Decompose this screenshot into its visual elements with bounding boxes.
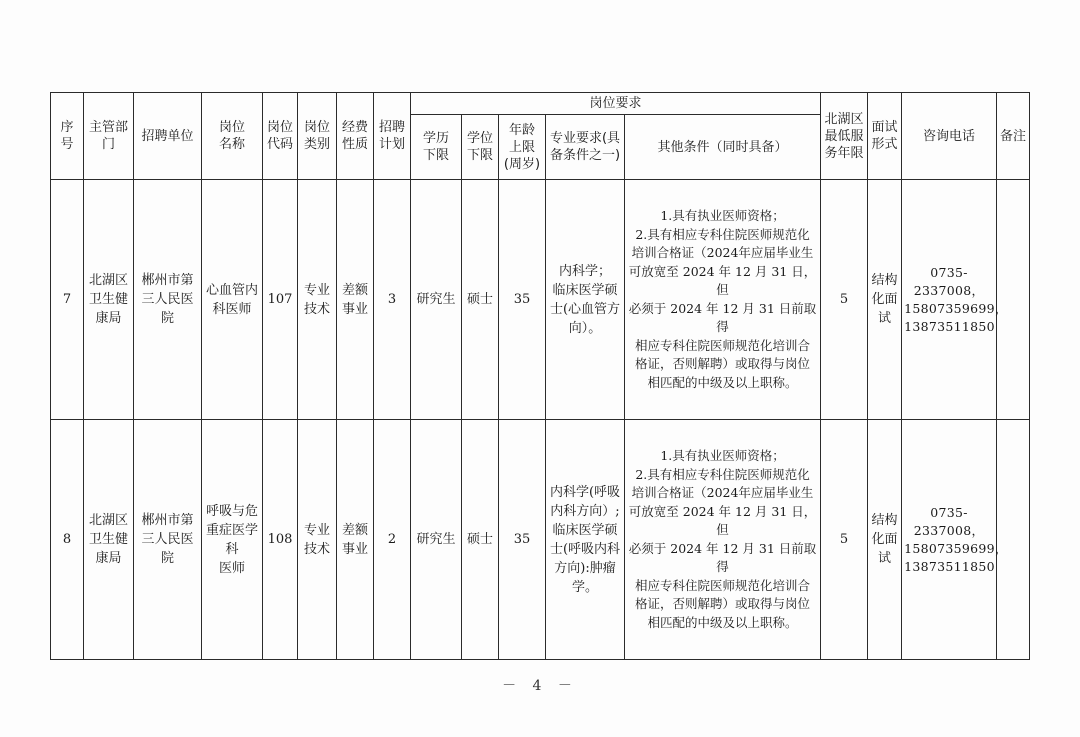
header-remark: 备注 — [997, 93, 1030, 180]
header-post-name: 岗位 名称 — [202, 93, 263, 180]
header-unit: 招聘单位 — [134, 93, 202, 180]
row-post-code: 107 — [263, 180, 298, 420]
row-plan: 2 — [374, 420, 411, 660]
row-min-service: 5 — [821, 420, 868, 660]
row-post-type: 专业 技术 — [298, 180, 337, 420]
row-funding: 差额 事业 — [337, 180, 374, 420]
row-age: 35 — [499, 420, 546, 660]
row-remark — [997, 180, 1030, 420]
row-age: 35 — [499, 180, 546, 420]
row-degree: 硕士 — [462, 420, 499, 660]
header-interview: 面试 形式 — [868, 93, 902, 180]
row-post-name: 心血管内 科医师 — [202, 180, 263, 420]
table-row — [51, 420, 1030, 660]
row-interview: 结构 化面 试 — [868, 180, 902, 420]
header-requirements-group: 岗位要求 — [411, 93, 821, 115]
header-degree: 学位 下限 — [462, 115, 499, 180]
row-dept: 北湖区 卫生健 康局 — [84, 420, 134, 660]
row-other-conditions: 1.具有执业医师资格； 2.具有相应专科住院医师规范化 培训合格证（2024年应届毕业生 可放宽至 2024 年 12 月 31 日，但 必须于 2024 年 12 月 31 日前取得 相应专科住院医师规范化培训合 格证，否则解聘）或取得与岗位 相匹配的中级及以上职称。 — [625, 180, 821, 420]
row-edu: 研究生 — [411, 180, 462, 420]
row-interview: 结构 化面 试 — [868, 420, 902, 660]
header-seq: 序 号 — [51, 93, 84, 180]
header-edu: 学历 下限 — [411, 115, 462, 180]
row-plan: 3 — [374, 180, 411, 420]
row-remark — [997, 420, 1030, 660]
row-seq: 7 — [51, 180, 84, 420]
header-funding: 经费 性质 — [337, 93, 374, 180]
page-number: － 4 － — [502, 678, 578, 694]
row-edu: 研究生 — [411, 420, 462, 660]
header-phone: 咨询电话 — [902, 93, 997, 180]
row-post-name: 呼吸与危 重症医学 科 医师 — [202, 420, 263, 660]
header-dept: 主管部 门 — [84, 93, 134, 180]
row-other-conditions: 1.具有执业医师资格； 2.具有相应专科住院医师规范化 培训合格证（2024年应届毕业生 可放宽至 2024 年 12 月 31 日，但 必须于 2024 年 12 月 31 日前取得 相应专科住院医师规范化培训合 格证，否则解聘）或取得与岗位 相匹配的中级及以上职称。 — [625, 420, 821, 660]
row-funding: 差额 事业 — [337, 420, 374, 660]
recruitment-table — [50, 92, 1030, 660]
row-post-code: 108 — [263, 420, 298, 660]
row-seq: 8 — [51, 420, 84, 660]
row-major: 内科学(呼吸 内科方向）; 临床医学硕 士(呼吸内科 方向):肿瘤 学。 — [546, 420, 625, 660]
header-age: 年龄 上限 (周岁) — [499, 115, 546, 180]
header-other: 其他条件（同时具备） — [625, 115, 821, 180]
header-post-type: 岗位 类别 — [298, 93, 337, 180]
header-plan: 招聘 计划 — [374, 93, 411, 180]
header-post-code: 岗位 代码 — [263, 93, 298, 180]
row-major: 内科学； 临床医学硕 士(心血管方 向）。 — [546, 180, 625, 420]
row-unit: 郴州市第 三人民医 院 — [134, 180, 202, 420]
row-post-type: 专业 技术 — [298, 420, 337, 660]
table-row — [51, 180, 1030, 420]
header-major: 专业要求(具 备条件之一) — [546, 115, 625, 180]
row-unit: 郴州市第 三人民医 院 — [134, 420, 202, 660]
header-min-service: 北湖区 最低服 务年限 — [821, 93, 868, 180]
row-min-service: 5 — [821, 180, 868, 420]
row-dept: 北湖区 卫生健 康局 — [84, 180, 134, 420]
row-phone: 0735-2337008， 15807359699， 13873511850 — [902, 180, 997, 420]
row-degree: 硕士 — [462, 180, 499, 420]
row-phone: 0735-2337008， 15807359699， 13873511850 — [902, 420, 997, 660]
